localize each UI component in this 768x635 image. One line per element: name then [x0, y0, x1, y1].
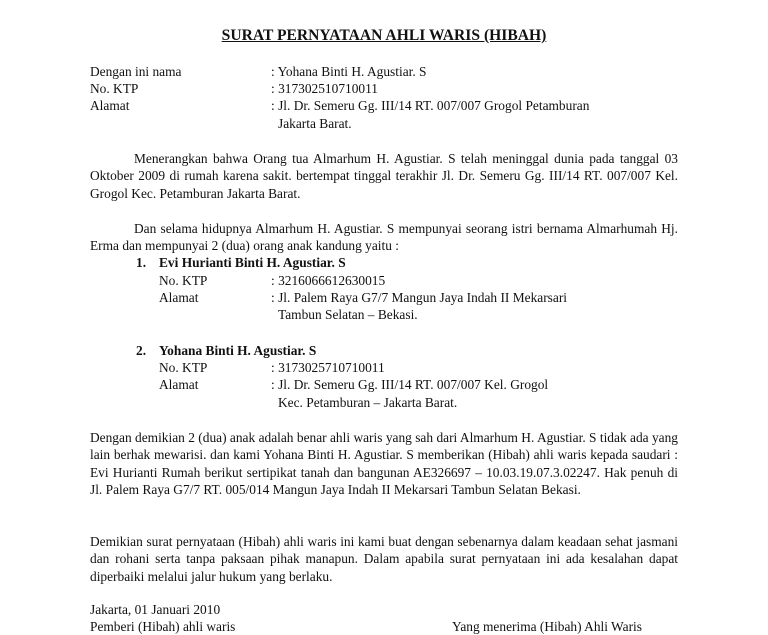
heir-2-number: 2. [136, 343, 147, 358]
paragraph-grant: Dengan demikian 2 (dua) anak adalah benar ahli waris yang sah dari Almarhum H. Agustiar. S tidak ada yang lain berhak mewarisi. dan kami Yohana Binti H. Agustiar. S memberikan (Hibah) ahli waris kepada saudari : Evi Hurianti Rumah berikut sertipikat tanah dan bangunan AE326697 – 10.03.19.07.3.02247. Hak penuh di Jl. Palem Raya G7/7 RT. 005/014 Mangun Jaya Indah II Mekarsari Tambun Selatan Bekasi. [90, 430, 678, 497]
heir-1-name: Evi Hurianti Binti H. Agustiar. S [159, 255, 346, 270]
paragraph-statement: Menerangkan bahwa Orang tua Almarhum H. Agustiar. S telah meninggal dunia pada tanggal 03 Oktober 2009 di rumah karena sakit. bertempat tinggal terakhir Jl. Dr. Semeru Gg. III/14 RT. 007/007 Kel. Grogol Kec. Petamburan Jakarta Barat. [90, 151, 678, 201]
receiver-label: Yang menerima (Hibah) Ahli Waris [452, 619, 642, 634]
heir-2-address-label: Alamat [159, 377, 199, 392]
document-title: SURAT PERNYATAAN AHLI WARIS (HIBAH) [221, 27, 547, 44]
place-date: Jakarta, 01 Januari 2010 [90, 602, 221, 617]
name-value: : Yohana Binti H. Agustiar. S [271, 64, 427, 79]
address-line-1: : Jl. Dr. Semeru Gg. III/14 RT. 007/007 Grogol Petamburan [271, 98, 590, 113]
heir-1-number: 1. [136, 255, 147, 270]
giver-label: Pemberi (Hibah) ahli waris [90, 619, 236, 634]
heir-2-ktp-value: : 3173025710710011 [271, 360, 385, 375]
heir-2-name: Yohana Binti H. Agustiar. S [159, 343, 317, 358]
heir-1-ktp-value: : 3216066612630015 [271, 273, 386, 288]
ktp-value: : 317302510710011 [271, 81, 379, 96]
paragraph-family: Dan selama hidupnya Almarhum H. Agustiar. S mempunyai seorang istri bernama Almarhumah Hj. Erma dan mempunyai 2 (dua) orang anak kandung yaitu : [90, 221, 678, 254]
heir-1-address-line-1: : Jl. Palem Raya G7/7 Mangun Jaya Indah II Mekarsari [271, 290, 568, 305]
paragraph-closing: Demikian surat pernyataan (Hibah) ahli waris ini kami buat dengan sebenarnya dalam keadaan sehat jasmani dan rohani serta tanpa paksaan pihak manapun. Dalam apabila surat pernyataan ini ada kesalahan dapat diperbaiki melalui jalur hukum yang berlaku. [90, 534, 678, 584]
heir-2-ktp-label: No. KTP [159, 360, 208, 375]
heir-2-address-line-2: Kec. Petamburan – Jakarta Barat. [278, 395, 458, 410]
name-label: Dengan ini nama [90, 64, 182, 79]
heir-1-address-line-2: Tambun Selatan – Bekasi. [278, 307, 418, 322]
heir-2-address-line-1: : Jl. Dr. Semeru Gg. III/14 RT. 007/007 Kel. Grogol [271, 377, 549, 392]
heir-1-address-label: Alamat [159, 290, 199, 305]
ktp-label: No. KTP [90, 81, 139, 96]
heir-1-ktp-label: No. KTP [159, 273, 208, 288]
address-label: Alamat [90, 98, 130, 113]
address-line-2: Jakarta Barat. [278, 116, 352, 131]
